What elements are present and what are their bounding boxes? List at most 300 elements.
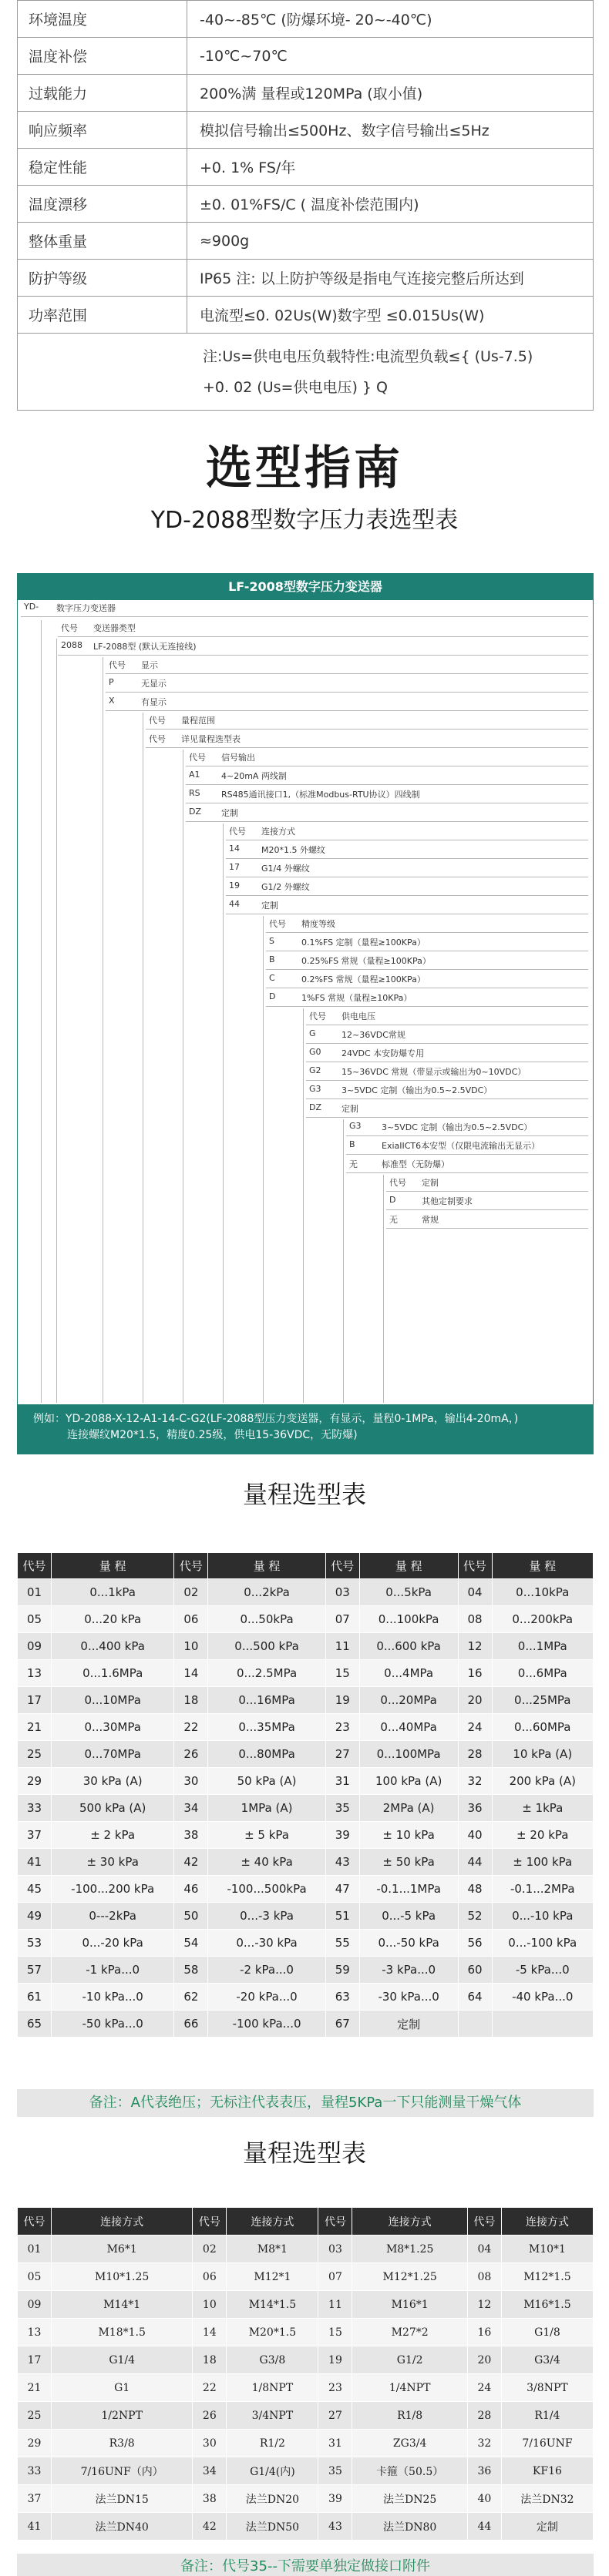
range-cell: 2MPa (A) bbox=[359, 1795, 458, 1822]
connection-cell: 法兰DN40 bbox=[52, 2513, 193, 2541]
spec-row bbox=[18, 297, 594, 334]
table-row bbox=[18, 1849, 594, 1876]
code-cell: 13 bbox=[18, 2319, 52, 2346]
tree-row-line bbox=[186, 784, 588, 785]
spec-row bbox=[18, 186, 594, 223]
tree-code: 代号 bbox=[149, 716, 166, 726]
code-cell: 07 bbox=[325, 1606, 359, 1633]
tree-desc: 供电电压 bbox=[342, 1011, 375, 1021]
tree-code: D bbox=[389, 1195, 396, 1205]
range-cell: 0...60MPa bbox=[492, 1714, 593, 1741]
table-row bbox=[18, 2457, 594, 2485]
tree-desc: G1/4 外螺纹 bbox=[261, 864, 310, 874]
spec-value: -10℃~70℃ bbox=[187, 38, 594, 75]
tree-row-line bbox=[346, 1172, 588, 1173]
range-cell: 0...100MPa bbox=[359, 1741, 458, 1768]
table-row bbox=[18, 1741, 594, 1768]
spec-key: 整体重量 bbox=[18, 223, 187, 260]
page-title: 选型指南 bbox=[206, 441, 403, 495]
code-cell: 40 bbox=[458, 1822, 492, 1849]
range-cell: ± 20 kPa bbox=[492, 1822, 593, 1849]
connection-cell: 1/8NPT bbox=[227, 2374, 318, 2402]
range-cell: 0...-50 kPa bbox=[359, 1930, 458, 1957]
connection-cell: 法兰DN15 bbox=[52, 2485, 193, 2513]
code-header: 代号 bbox=[18, 2208, 52, 2236]
tree-desc: 连接方式 bbox=[261, 827, 295, 837]
range-cell: 0...-10 kPa bbox=[492, 1903, 593, 1930]
tree-code: RS bbox=[189, 788, 200, 798]
connection-cell: G3/4 bbox=[501, 2346, 593, 2374]
range-cell: 50 kPa (A) bbox=[208, 1768, 325, 1795]
tree-code: 代号 bbox=[61, 623, 78, 633]
tree-desc: 0.1%FS 定制（量程≥100KPa） bbox=[301, 937, 426, 948]
tree-code: 44 bbox=[229, 899, 240, 909]
code-cell: 57 bbox=[18, 1957, 52, 1984]
connection-cell: G1/4(内) bbox=[227, 2457, 318, 2485]
table-row bbox=[18, 2513, 594, 2541]
code-cell: 09 bbox=[18, 1633, 52, 1660]
tree-code: 代号 bbox=[149, 734, 166, 744]
code-cell: 09 bbox=[18, 2291, 52, 2319]
range-cell: ± 5 kPa bbox=[208, 1822, 325, 1849]
code-cell: 13 bbox=[18, 1660, 52, 1687]
range-cell: 0...35MPa bbox=[208, 1714, 325, 1741]
tree-code: C bbox=[269, 973, 275, 983]
code-cell: 40 bbox=[467, 2485, 501, 2513]
tree-row-line bbox=[306, 1098, 588, 1099]
code-cell: 54 bbox=[174, 1930, 208, 1957]
tree-code: P bbox=[109, 677, 114, 687]
code-cell: 42 bbox=[174, 1849, 208, 1876]
table-row bbox=[18, 1822, 594, 1849]
connection-cell: M20*1.5 bbox=[227, 2319, 318, 2346]
spec-value: IP65 注: 以上防护等级是指电气连接完整后所达到 bbox=[187, 260, 594, 297]
connection-cell: G1/8 bbox=[501, 2319, 593, 2346]
tree-example bbox=[18, 1404, 593, 1454]
spec-note bbox=[18, 334, 594, 411]
range-cell: 0---2kPa bbox=[52, 1903, 174, 1930]
code-cell: 08 bbox=[458, 1606, 492, 1633]
tree-code: DZ bbox=[309, 1102, 322, 1112]
range-cell: -100 kPa...0 bbox=[208, 2011, 325, 2038]
spec-table bbox=[17, 0, 594, 411]
code-cell: 55 bbox=[325, 1930, 359, 1957]
code-cell: 51 bbox=[325, 1903, 359, 1930]
connection-cell: ZG3/4 bbox=[352, 2430, 467, 2457]
range-cell: -0.1...1MPa bbox=[359, 1876, 458, 1903]
spec-key: 稳定性能 bbox=[18, 149, 187, 186]
code-cell: 05 bbox=[18, 1606, 52, 1633]
tree-desc: 变送器类型 bbox=[93, 623, 136, 633]
code-header: 代号 bbox=[18, 1553, 52, 1579]
range-cell: ± 40 kPa bbox=[208, 1849, 325, 1876]
spec-row bbox=[18, 75, 594, 112]
tree-desc: 数字压力变送器 bbox=[56, 603, 116, 613]
tree-desc: 信号输出 bbox=[221, 753, 255, 763]
connection-cell: M14*1.5 bbox=[227, 2291, 318, 2319]
tree-desc: M20*1.5 外螺纹 bbox=[261, 845, 325, 855]
code-cell: 65 bbox=[18, 2011, 52, 2038]
range-cell: 0...600 kPa bbox=[359, 1633, 458, 1660]
code-cell: 52 bbox=[458, 1903, 492, 1930]
code-header: 代号 bbox=[467, 2208, 501, 2236]
code-cell: 43 bbox=[318, 2513, 352, 2541]
code-cell: 28 bbox=[458, 1741, 492, 1768]
code-cell: 20 bbox=[458, 1687, 492, 1714]
connection-cell: 卡箍（50.5） bbox=[352, 2457, 467, 2485]
code-cell: 12 bbox=[458, 1633, 492, 1660]
connection-cell: M10*1.25 bbox=[52, 2263, 193, 2291]
code-cell: 10 bbox=[193, 2291, 227, 2319]
connection-cell: 7/16UNF（内） bbox=[52, 2457, 193, 2485]
range-cell: 10 kPa (A) bbox=[492, 1741, 593, 1768]
code-cell: 19 bbox=[325, 1687, 359, 1714]
connection-table bbox=[17, 2207, 594, 2541]
range-cell: -20 kPa...0 bbox=[208, 1984, 325, 2011]
tree-code: B bbox=[269, 954, 275, 964]
code-cell: 44 bbox=[458, 1849, 492, 1876]
connection-cell: M8*1 bbox=[227, 2236, 318, 2263]
tree-row-line bbox=[226, 895, 588, 896]
tree-code: G bbox=[309, 1028, 316, 1038]
connection-cell: 3/4NPT bbox=[227, 2402, 318, 2430]
code-cell: 61 bbox=[18, 1984, 52, 2011]
tree-column-line bbox=[41, 620, 42, 1403]
connection-header: 连接方式 bbox=[352, 2208, 467, 2236]
code-cell: 29 bbox=[18, 1768, 52, 1795]
code-cell: 34 bbox=[193, 2457, 227, 2485]
tree-desc: 其他定制要求 bbox=[422, 1196, 473, 1206]
connection-cell: 法兰DN80 bbox=[352, 2513, 467, 2541]
tree-code: 无 bbox=[349, 1159, 358, 1169]
tree-code: 19 bbox=[229, 880, 240, 891]
connection-cell: G1 bbox=[52, 2374, 193, 2402]
code-cell: 37 bbox=[18, 1822, 52, 1849]
tree-desc: 定制 bbox=[342, 1104, 358, 1114]
page-subtitle: YD-2088型数字压力表选型表 bbox=[150, 507, 459, 534]
code-cell: 46 bbox=[174, 1876, 208, 1903]
code-cell: 20 bbox=[467, 2346, 501, 2374]
range-table bbox=[17, 1552, 594, 2038]
spec-value: 电流型≤0. 02Us(W)数字型 ≤0.015Us(W) bbox=[187, 297, 594, 334]
code-cell: 16 bbox=[458, 1660, 492, 1687]
connection-cell: G1/2 bbox=[352, 2346, 467, 2374]
table-row bbox=[18, 2319, 594, 2346]
code-cell: 25 bbox=[18, 2402, 52, 2430]
spec-value: 200%满 量程或120MPa (取小值) bbox=[187, 75, 594, 112]
spec-value: ±0. 01%FS/C ( 温度补偿范围内) bbox=[187, 186, 594, 223]
table-row bbox=[18, 2263, 594, 2291]
range-cell: 0...25MPa bbox=[492, 1687, 593, 1714]
code-cell: 02 bbox=[193, 2236, 227, 2263]
code-cell: 27 bbox=[325, 1741, 359, 1768]
table-row bbox=[18, 1768, 594, 1795]
code-cell: 32 bbox=[458, 1768, 492, 1795]
connection-cell: M12*1.5 bbox=[501, 2263, 593, 2291]
range-cell: 0...-3 kPa bbox=[208, 1903, 325, 1930]
table-row bbox=[18, 1876, 594, 1903]
tree-example-line-1: 例如：YD-2088-X-12-A1-14-C-G2(LF-2088型压力变送器，有显示，量程0-1MPa，输出4-20mA，) bbox=[33, 1413, 519, 1425]
table-row bbox=[18, 2402, 594, 2430]
range-cell: ± 30 kPa bbox=[52, 1849, 174, 1876]
code-cell: 08 bbox=[467, 2263, 501, 2291]
code-cell: 44 bbox=[467, 2513, 501, 2541]
tree-code: 无 bbox=[389, 1215, 398, 1225]
connection-cell: M18*1.5 bbox=[52, 2319, 193, 2346]
tree-code: 14 bbox=[229, 844, 240, 854]
tree-code: 代号 bbox=[189, 753, 206, 763]
connection-cell: M12*1 bbox=[227, 2263, 318, 2291]
range-header: 量 程 bbox=[492, 1553, 593, 1579]
code-cell: 60 bbox=[458, 1957, 492, 1984]
tree-row-line bbox=[146, 729, 588, 730]
tree-desc: 15~36VDC 常规（带显示或输出为0~10VDC） bbox=[342, 1067, 527, 1077]
spec-row bbox=[18, 223, 594, 260]
range-cell: 0...-30 kPa bbox=[208, 1930, 325, 1957]
range-cell: -1 kPa...0 bbox=[52, 1957, 174, 1984]
spec-value: +0. 1% FS/年 bbox=[187, 149, 594, 186]
tree-column-line bbox=[303, 1008, 304, 1403]
tree-desc: 常规 bbox=[422, 1215, 439, 1225]
table-row bbox=[18, 1714, 594, 1741]
connection-cell: M27*2 bbox=[352, 2319, 467, 2346]
tree-code: 代号 bbox=[109, 660, 126, 670]
spec-row bbox=[18, 1, 594, 38]
tree-desc: 0.2%FS 常规（量程≥100KPa） bbox=[301, 974, 426, 984]
range-table-title: 量程选型表 bbox=[242, 1480, 366, 1509]
code-cell: 31 bbox=[318, 2430, 352, 2457]
range-cell: -2 kPa...0 bbox=[208, 1957, 325, 1984]
tree-desc: 量程范围 bbox=[181, 716, 215, 726]
range-cell: 500 kPa (A) bbox=[52, 1795, 174, 1822]
connection-cell: KF16 bbox=[501, 2457, 593, 2485]
tree-desc: 标准型（无防爆） bbox=[382, 1159, 449, 1169]
spec-note-row bbox=[18, 334, 594, 411]
range-cell: ± 50 kPa bbox=[359, 1849, 458, 1876]
tree-desc: 4~20mA 两线制 bbox=[221, 771, 287, 781]
code-cell: 06 bbox=[174, 1606, 208, 1633]
tree-row-line bbox=[306, 1080, 588, 1081]
code-cell bbox=[458, 2011, 492, 2038]
range-cell: 0...2.5MPa bbox=[208, 1660, 325, 1687]
code-cell: 04 bbox=[458, 1579, 492, 1606]
spec-value: 模拟信号输出≤500Hz、数字信号输出≤5Hz bbox=[187, 112, 594, 149]
tree-desc: 定制 bbox=[221, 808, 238, 818]
code-cell: 56 bbox=[458, 1930, 492, 1957]
code-cell: 33 bbox=[18, 1795, 52, 1822]
connection-cell: M8*1.25 bbox=[352, 2236, 467, 2263]
code-cell: 32 bbox=[467, 2430, 501, 2457]
tree-code: 17 bbox=[229, 862, 240, 872]
range-cell: 0...2kPa bbox=[208, 1579, 325, 1606]
tree-desc: 1%FS 常规（量程≥10KPa） bbox=[301, 993, 412, 1003]
range-cell: 0...-5 kPa bbox=[359, 1903, 458, 1930]
table-row bbox=[18, 1930, 594, 1957]
code-cell: 24 bbox=[467, 2374, 501, 2402]
range-cell: -0.1...2MPa bbox=[492, 1876, 593, 1903]
tree-row-line bbox=[306, 1117, 588, 1118]
code-cell: 62 bbox=[174, 1984, 208, 2011]
code-cell: 21 bbox=[18, 2374, 52, 2402]
code-header: 代号 bbox=[325, 1553, 359, 1579]
code-cell: 17 bbox=[18, 2346, 52, 2374]
connection-cell: G3/8 bbox=[227, 2346, 318, 2374]
tree-desc: 无显示 bbox=[141, 679, 167, 689]
connection-cell: M16*1.5 bbox=[501, 2291, 593, 2319]
range-cell: -30 kPa...0 bbox=[359, 1984, 458, 2011]
table-row bbox=[18, 2485, 594, 2513]
code-cell: 36 bbox=[467, 2457, 501, 2485]
code-cell: 11 bbox=[325, 1633, 359, 1660]
code-cell: 53 bbox=[18, 1930, 52, 1957]
tree-desc: 精度等级 bbox=[301, 919, 335, 929]
range-cell: 100 kPa (A) bbox=[359, 1768, 458, 1795]
range-cell: 定制 bbox=[359, 2011, 458, 2038]
tree-row-line bbox=[266, 932, 588, 933]
range-cell bbox=[492, 2011, 593, 2038]
table-row bbox=[18, 2291, 594, 2319]
code-cell: 47 bbox=[325, 1876, 359, 1903]
table-row bbox=[18, 1660, 594, 1687]
spec-key: 温度补偿 bbox=[18, 38, 187, 75]
code-cell: 42 bbox=[193, 2513, 227, 2541]
tree-row-line bbox=[386, 1191, 588, 1192]
connection-cell: 1/4NPT bbox=[352, 2374, 467, 2402]
code-cell: 33 bbox=[18, 2457, 52, 2485]
table-row bbox=[18, 1606, 594, 1633]
spec-note-line-2: +0. 02 (Us=供电电压) } Q bbox=[203, 378, 388, 396]
connection-cell: M10*1 bbox=[501, 2236, 593, 2263]
tree-code: X bbox=[109, 696, 115, 706]
spec-key: 温度漂移 bbox=[18, 186, 187, 223]
connection-cell: M16*1 bbox=[352, 2291, 467, 2319]
tree-desc: G1/2 外螺纹 bbox=[261, 882, 310, 892]
range-cell: 0...100kPa bbox=[359, 1606, 458, 1633]
code-cell: 18 bbox=[174, 1687, 208, 1714]
connection-header: 连接方式 bbox=[227, 2208, 318, 2236]
connection-cell: 法兰DN25 bbox=[352, 2485, 467, 2513]
code-cell: 15 bbox=[318, 2319, 352, 2346]
code-cell: 59 bbox=[325, 1957, 359, 1984]
spec-key: 响应频率 bbox=[18, 112, 187, 149]
range-header: 量 程 bbox=[208, 1553, 325, 1579]
table-row bbox=[18, 1984, 594, 2011]
tree-code: 代号 bbox=[309, 1011, 326, 1021]
code-cell: 41 bbox=[18, 2513, 52, 2541]
code-cell: 39 bbox=[318, 2485, 352, 2513]
connection-cell: R1/2 bbox=[227, 2430, 318, 2457]
tree-row-line bbox=[186, 821, 588, 822]
code-cell: 23 bbox=[318, 2374, 352, 2402]
connection-cell: 法兰DN50 bbox=[227, 2513, 318, 2541]
code-cell: 27 bbox=[318, 2402, 352, 2430]
code-cell: 67 bbox=[325, 2011, 359, 2038]
table-row bbox=[18, 2374, 594, 2402]
tree-desc: 24VDC 本安防爆专用 bbox=[342, 1048, 425, 1058]
range-cell: -50 kPa...0 bbox=[52, 2011, 174, 2038]
table-row bbox=[18, 1903, 594, 1930]
tree-code: 代号 bbox=[389, 1178, 406, 1188]
code-cell: 11 bbox=[318, 2291, 352, 2319]
tree-column-line bbox=[343, 1119, 344, 1403]
range-cell: 0...50kPa bbox=[208, 1606, 325, 1633]
tree-desc: 有显示 bbox=[141, 697, 167, 707]
spec-row bbox=[18, 149, 594, 186]
table-row bbox=[18, 1957, 594, 1984]
tree-row-line bbox=[106, 710, 588, 711]
code-cell: 28 bbox=[467, 2402, 501, 2430]
range-header: 量 程 bbox=[52, 1553, 174, 1579]
spec-note-line-1: 注:Us=供电电压负载特性:电流型负载≤{ (Us-7.5) bbox=[203, 347, 533, 365]
code-cell: 48 bbox=[458, 1876, 492, 1903]
table-row bbox=[18, 1633, 594, 1660]
range-cell: 0...500 kPa bbox=[208, 1633, 325, 1660]
tree-code: YD- bbox=[24, 602, 39, 612]
code-cell: 30 bbox=[174, 1768, 208, 1795]
spec-row bbox=[18, 112, 594, 149]
range-cell: 0...16MPa bbox=[208, 1687, 325, 1714]
table-row bbox=[18, 1795, 594, 1822]
range-cell: 0...6MPa bbox=[492, 1660, 593, 1687]
range-cell: 0...40MPa bbox=[359, 1714, 458, 1741]
tree-example-line-2: 连接螺纹M20*1.5，精度0.25级，供电15-36VDC，无防爆) bbox=[67, 1429, 358, 1441]
tree-header: LF-2008型数字压力变送器 bbox=[18, 574, 593, 600]
code-cell: 37 bbox=[18, 2485, 52, 2513]
tree-desc: 12~36VDC常规 bbox=[342, 1030, 405, 1040]
code-cell: 22 bbox=[174, 1714, 208, 1741]
code-cell: 43 bbox=[325, 1849, 359, 1876]
range-cell: 1MPa (A) bbox=[208, 1795, 325, 1822]
range-cell: 0...5kPa bbox=[359, 1579, 458, 1606]
range-cell: 0...10MPa bbox=[52, 1687, 174, 1714]
tree-desc: 显示 bbox=[141, 660, 158, 670]
range-cell: 30 kPa (A) bbox=[52, 1768, 174, 1795]
tree-desc: 详见量程选型表 bbox=[181, 734, 241, 744]
range-cell: 0...4MPa bbox=[359, 1660, 458, 1687]
code-cell: 23 bbox=[325, 1714, 359, 1741]
range-cell: -10 kPa...0 bbox=[52, 1984, 174, 2011]
code-cell: 10 bbox=[174, 1633, 208, 1660]
code-cell: 19 bbox=[318, 2346, 352, 2374]
connection-cell: R1/8 bbox=[352, 2402, 467, 2430]
model-selection-tree bbox=[17, 573, 594, 1454]
table-row bbox=[18, 1687, 594, 1714]
range-cell: -3 kPa...0 bbox=[359, 1957, 458, 1984]
code-cell: 26 bbox=[174, 1741, 208, 1768]
connection-note: 备注：代号35--下需要单独定做接口附件 bbox=[17, 2554, 594, 2576]
code-cell: 07 bbox=[318, 2263, 352, 2291]
tree-column-line bbox=[263, 916, 264, 1403]
tree-column-line bbox=[56, 639, 57, 1403]
code-cell: 14 bbox=[174, 1660, 208, 1687]
tree-desc: 定制 bbox=[422, 1178, 439, 1188]
range-cell: ± 100 kPa bbox=[492, 1849, 593, 1876]
code-header: 代号 bbox=[193, 2208, 227, 2236]
range-cell: ± 10 kPa bbox=[359, 1822, 458, 1849]
range-cell: 0...-100 kPa bbox=[492, 1930, 593, 1957]
connection-table-title: 量程选型表 bbox=[242, 2138, 366, 2168]
tree-row-line bbox=[266, 1006, 588, 1007]
code-cell: 45 bbox=[18, 1876, 52, 1903]
spec-row bbox=[18, 260, 594, 297]
code-cell: 30 bbox=[193, 2430, 227, 2457]
code-cell: 22 bbox=[193, 2374, 227, 2402]
code-cell: 39 bbox=[325, 1822, 359, 1849]
code-cell: 50 bbox=[174, 1903, 208, 1930]
tree-code: G3 bbox=[309, 1084, 321, 1094]
connection-cell: G1/4 bbox=[52, 2346, 193, 2374]
range-cell: 0...20MPa bbox=[359, 1687, 458, 1714]
